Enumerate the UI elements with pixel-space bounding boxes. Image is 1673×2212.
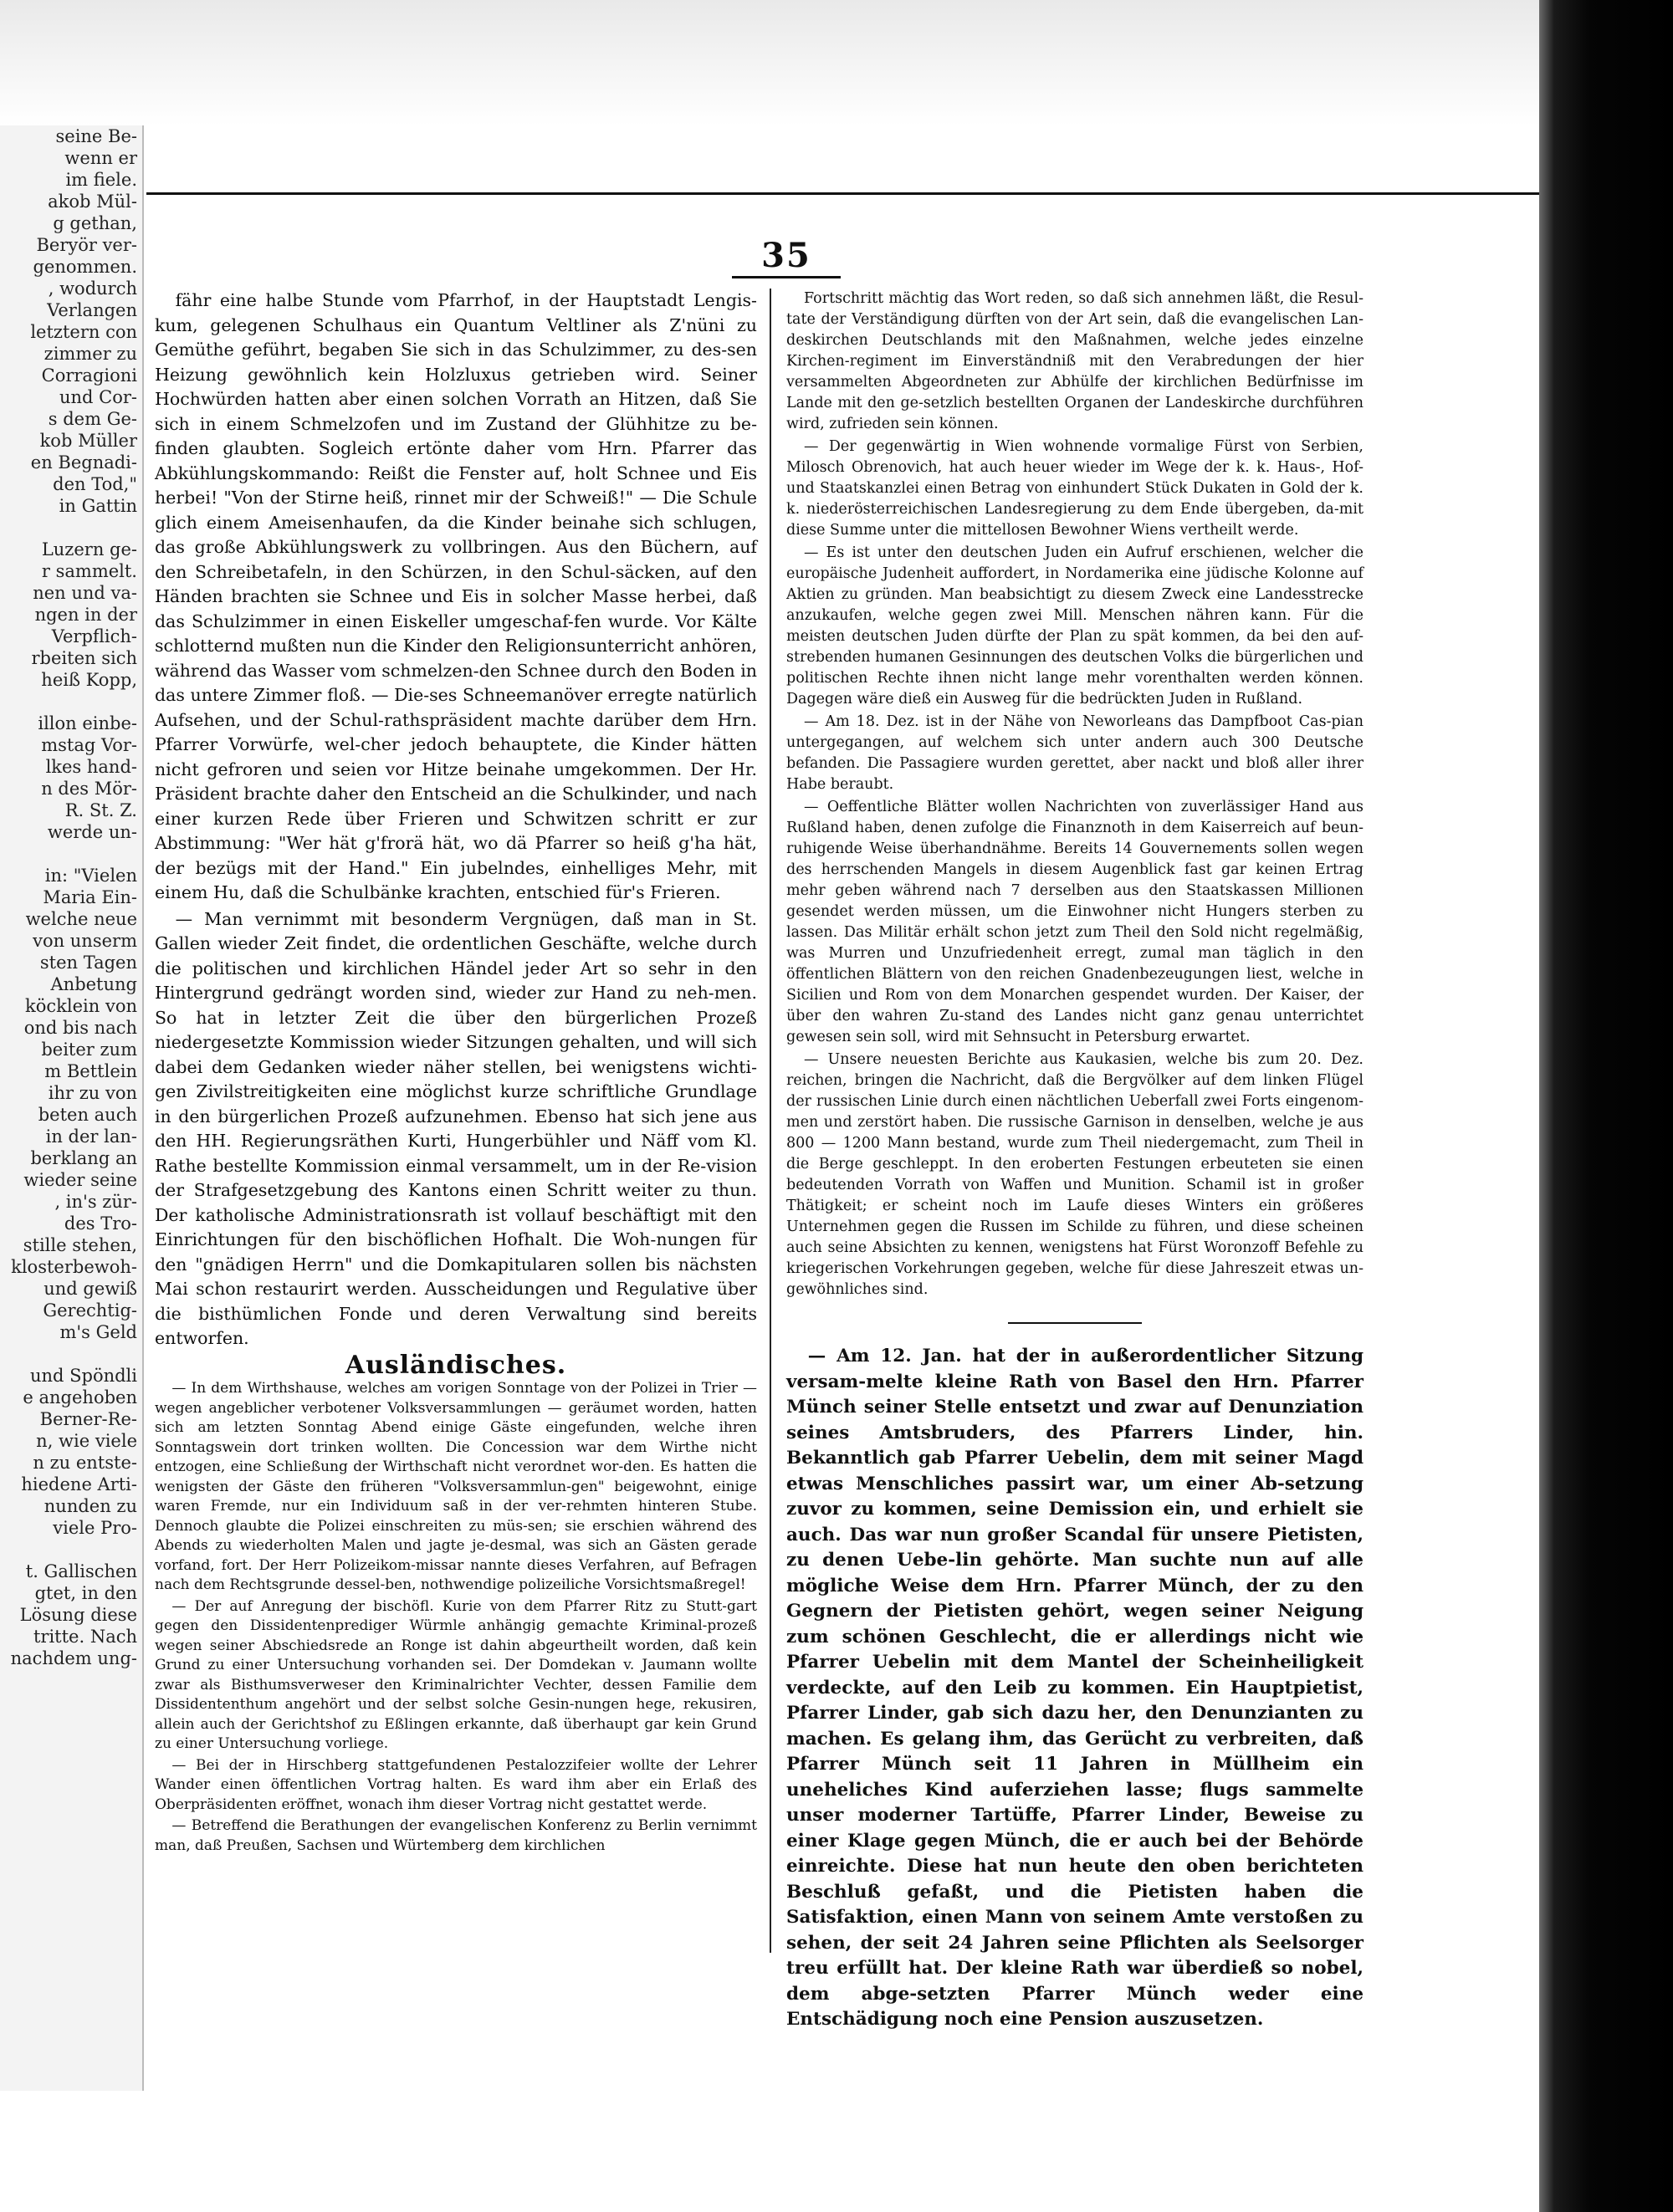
margin-fragment: viele Pro- [53,1518,137,1538]
margin-fragment: welche neue [25,909,137,929]
margin-fragment [0,517,142,539]
margin-fragment [0,1539,142,1561]
margin-fragment: heiß Kopp, [41,670,137,690]
margin-fragment [0,691,142,713]
column-divider [770,289,771,1953]
margin-fragment: rbeiten sich [31,648,137,668]
margin-fragment: Lösung diese [19,1605,137,1625]
news-item: — Betreffend die Berathungen der evangelischen Konferenz zu Berlin vernimmt man, daß Preußen, Sachsen und Würtemberg dem kirchlichen [155,1817,757,1854]
right-column [786,289,1363,2035]
facing-page-fragment [0,125,144,2091]
news-item: — Der gegenwärtig in Wien wohnende vormalige Fürst von Serbien, Milosch Obrenovich, hat auch heuer wieder im Wege der k. k. Haus-, Hof- und Staatskanzlei einen Betrag von einhundert Stück Dukaten in Gold der k. k. niederösterreichischen Landesregierung zu dem Ende übergeben, da-mit diese Summe unter die mittellosen Bewohner Wiens vertheilt werde. [786,438,1363,539]
margin-fragment: n, wie viele [36,1431,137,1451]
margin-fragment: Gerechtig- [43,1300,137,1321]
margin-fragment: zimmer zu [43,344,137,364]
margin-fragment: im fiele. [65,170,137,190]
margin-fragment: nunden zu [43,1496,137,1516]
closing-article: — Am 12. Jan. hat der in außerordentlicher Sitzung versam-melte kleine Rath von Basel den Hrn. Pfarrer Münch seiner Stelle entsetzt und zwar auf Denunziation seines Amtsbruders, des Pfarrers Linder, hin. Bekanntlich gab Pfarrer Uebelin, dem mit seiner Magd etwas Menschliches passirt war, um einer Ab-setzung zuvor zu kommen, seine Demission ein, und erhielt sie auch. Das war nun großer Scandal für unsere Pietisten, zu denen Uebe-lin gehörte. Man suchte nun auf alle mögliche Weise dem Hrn. Pfarrer Münch, der zu den Gegnern der Pietisten gehört, wegen seiner Neigung zum schönen Geschlecht, die er allerdings nicht wie Pfarrer Uebelin mit dem Mantel der Scheinheiligkeit verdeckte, auf den Leib zu kommen. Ein Hauptpietist, Pfarrer Linder, gab sich dazu her, den Denunzianten zu machen. Es gelang ihm, das Gerücht zu verbreiten, daß Pfarrer Münch seit 11 Jahren in Müllheim ein uneheliches Kind auferziehen lasse; flugs sammelte unser moderner Tartüffe, Pfarrer Linder, Beweise zu einer Klage gegen Münch, die er auch bei der Behörde einreichte. Diese hat nun heute den oben berichteten Beschluß gefaßt, und die Pietisten haben die Satisfaktion, einen Mann von seinem Amte verstoßen zu sehen, der seit 24 Jahren seine Pflichten als Seelsorger treu erfüllt hat. Der kleine Rath war überdieß so nobel, dem abge-setzten Pfarrer Münch weder eine Entschädigung noch eine Pension auszusetzen. [786,1346,1363,2030]
margin-fragment: gtet, in den [34,1583,137,1603]
margin-fragment: tritte. Nach [33,1627,137,1647]
margin-fragment: letztern con [30,322,137,342]
scan-border-right [1539,0,1673,2212]
margin-fragment: en Begnadi- [30,452,137,473]
margin-fragment: Anbetung [50,974,137,994]
margin-fragment: Berner-Re- [39,1409,137,1429]
margin-fragment: Verlangen [47,300,137,320]
margin-fragment: Maria Ein- [43,887,137,907]
margin-fragment: in Gattin [59,496,137,516]
news-item: — Der auf Anregung der bischöfl. Kurie von dem Pfarrer Ritz zu Stutt-gart gegen den Dissidentenprediger Würmle anhängig gemachte Kriminal-prozeß wegen seiner Abschiedsrede an Ronge ist dahin abgeurtheilt worden, daß kein Grund zu einer Untersuchung vorhanden sei. Der Domdekan v. Jaumann wollte zwar als Bisthumsverweser den Kriminalrichter Vechter, dessen Familie dem Dissidententhum angehört und der selbst solche Gesin-nungen hege, rekusiren, allein auch der Gerichtshof zu Eßlingen erkannte, daß überhaupt gar kein Grund zu einer Untersuchung vorliege. [155,1597,757,1752]
margin-fragment: und Spöndli [29,1366,137,1386]
margin-fragment: n zu entste- [33,1453,137,1473]
article-paragraph: — Man vernimmt mit besonderm Vergnügen, daß man in St. Gallen wieder Zeit findet, die ordentlichen Geschäfte, welche durch die politischen und kirchlichen Händel jeder Art so sehr in den Hintergrund gedrängt worden sind, wieder zur Hand zu neh-men. So hat in letzter Zeit die über den bürgerlichen Prozeß niedergesetzte Kommission wieder Sitzungen gehalten, und will sich dabei dem Gedanken wieder näher stellen, bei wenigstens wichti-gen Zivilstreitigkeiten eine möglichst kurze schriftliche Grundlage in den bürgerlichen Prozeß aufzunehmen. Ebenso hat sich jene aus den HH. Regierungsräthen Kurti, Hungerbühler und Näff vom Kl. Rathe bestellte Kommission einmal versammelt, um in der Re-vision der Strafgesetzgebung des Kantons einen Schritt weiter zu thun. Der katholische Administrationsrath ist vollauf beschäftigt mit den Einrichtungen für den bischöflichen Hofhalt. Die Woh-nungen für den "gnädigen Herrn" und die Domkapitularen sollen bis nächsten Mai schon restaurirt werden. Ausscheidungen und Regulative über die bisthümlichen Fonde und deren Verwaltung sind bereits entworfen. [155,908,757,1348]
margin-fragment: m Bettlein [44,1061,137,1081]
margin-fragment: Beryör ver- [36,235,137,255]
margin-fragment: akob Mül- [48,192,137,212]
margin-fragment: R. St. Z. [64,800,137,820]
scan-shadow-top [0,0,1673,125]
news-item: Fortschritt mächtig das Wort reden, so daß sich annehmen läßt, die Resul-tate der Verständigung dürften von der Art sein, daß die evangelischen Lan-deskirchen Deutschlands mit den Maßnahmen, welche jedes einzelne Kirchen-regiment im Einverständniß mit den Verabredungen der hier versammelten Abgeordneten zur Abhülfe der kirchlichen Bedürfnisse im Lande mit den ge-setzlich bestellten Organen der Landeskirche durchführen wird, zufrieden sein können. [786,290,1363,432]
margin-fragment: seine Be- [55,126,137,146]
margin-fragment: , in's zür- [54,1192,137,1212]
margin-fragment: nen und va- [33,583,137,603]
margin-fragment: n des Mör- [41,779,137,799]
margin-fragment: klosterbewoh- [11,1257,137,1277]
margin-fragment: in: "Vielen [44,866,137,886]
margin-fragment: in der lan- [45,1126,137,1147]
margin-fragment: ngen in der [34,605,137,625]
margin-fragment: Verpflich- [51,626,137,646]
news-item: — In dem Wirthshause, welches am vorigen Sonntage von der Polizei in Trier — wegen angeblicher verbotener Volksversammlungen — geräumet worden, hatten sich am letzten Sonntag Abend einige Gäste eingefunden, welche ihren Sonntagswein dort trinken wollten. Die Concession war dem Wirthe nicht entzogen, eine Schließung der Wirthschaft nicht verordnet wor-den. Es hatten die wenigsten der Gäste den früheren "Volksversammlun-gen" beigewohnt, einige waren Fremde, nur ein Individuum saß in der ver-rehmten hinteren Stube. Dennoch glaubte die Polizei einschreiten zu müs-sen; sie erschien während des Abends zu wiederholten Malen und jagte je-desmal, was sich an Gästen gerade vorfand, fort. Der Herr Polizeikom-missar nannte dieses Verfahren, auf Befragen nach dem Rechtsgrunde dessel-ben, nothwendige polizeiliche Vorsichtsmaßregel! [155,1380,757,1593]
margin-fragment: lkes hand- [45,757,137,777]
margin-fragment: köcklein von [25,996,137,1016]
margin-fragment: Corragioni [41,365,137,386]
article-paragraph: fähr eine halbe Stunde vom Pfarrhof, in der Hauptstadt Lengis-kum, gelegenen Schulhaus ein Quantum Veltliner als Z'nüni zu Gemüthe geführt, begaben Sie sich in das Schulzimmer, zu des-sen Heizung gewöhnlich kein Holzluxus getrieben wird. Seiner Hochwürden hatten aber einen solchen Vorrath an Hitzen, daß Sie sich in einem Schmelzofen und im Zustand der Glühhitze zu be-finden glaubten. Sogleich ertönte daher vom Hrn. Pfarrer das Abkühlungskommando: Reißt die Fenster auf, holt Schnee und Eis herbei! "Von der Stirne heiß, rinnet mir der Schweiß!" — Die Schule glich einem Ameisenhaufen, da die Kinder beinahe sich schlugen, das große Abkühlungswerk zu vollbringen. Aus den Büchern, auf den Schreibetafeln, in den Schürzen, in den Schul-säcken, auf den Händen brachten sie Schnee und Eis in solcher Masse herbei, daß das Schulzimmer in einen Eiskeller umgeschaf-fen wurde. Vor Kälte schlotternd mußten nun die Kinder den Religionsunterricht anhören, während das Wasser vom schmelzen-den Schnee durch den Boden in das untere Zimmer floß. — Die-ses Schneemanöver erregte natürlich Aufsehen, und der Schul-rathspräsident machte darüber dem Hrn. Pfarrer Vorwürfe, wel-cher jedoch behauptete, die Kinder hätten nicht gefroren und seien vor Hitze beinahe umgekommen. Der Hr. Präsident brachte daher den Entscheid an die Schulkinder, und nach einer kurzen Rede über Frieren und Schwitzen schritt er zur Abstimmung: "Wer hät g'frorä hät, wo dä Pfarrer so heiß g'ha hät, der bezügs mit der Hand." Ein jubelndes, einhelliges Mehr, mit einem Hu, daß die Schulbänke krachten, entschied für's Frieren. [155,290,757,902]
margin-fragment: ond bis nach [23,1018,137,1038]
section-rule [1008,1322,1142,1324]
news-item: — Am 18. Dez. ist in der Nähe von Neworleans das Dampfboot Cas-pian untergegangen, auf welchem sich unter andern auch 300 Deutsche befanden. Die Passagiere wurden gerettet, aber nackt und bloß aller ihrer Habe beraubt. [786,713,1363,793]
margin-fragment: illon einbe- [38,713,137,733]
margin-fragment: mstag Vor- [41,735,137,755]
margin-fragment: Luzern ge- [41,539,137,559]
margin-fragment: von unserm [33,931,137,951]
margin-fragment: stille stehen, [23,1235,137,1255]
margin-fragment: hiedene Arti- [21,1474,137,1494]
margin-fragment: und Cor- [59,387,137,407]
margin-fragment: wenn er [64,148,137,168]
margin-fragment: sten Tagen [39,953,137,973]
margin-fragment: s dem Ge- [48,409,137,429]
margin-fragment: ihr zu von [48,1083,137,1103]
margin-fragment: beten auch [38,1105,137,1125]
news-item: — Es ist unter den deutschen Juden ein Aufruf erschienen, welcher die europäische Judenheit auffordert, in Nordamerika eine jüdische Kolonne auf Aktien zu gründen. Man beabsichtigt zu diesem Zweck eine Landesstrecke anzukaufen, welche gegen zwei Mill. Menschen nähren kann. Für die meisten deutschen Juden dürfte der Plan zu spät kommen, da bei den auf-strebenden humanen Gesinnungen des deutschen Volks die bürgerlichen und politischen Rechte ihnen nicht lange mehr vorenthalten werden können. Dagegen wäre dieß ein Ausweg für die bedrückten Juden in Rußland. [786,544,1363,708]
margin-fragment: und gewiß [43,1279,137,1299]
margin-fragment: genommen. [33,257,137,277]
margin-fragment: den Tod," [53,474,137,494]
margin-fragment: g gethan, [53,213,137,233]
margin-fragment: wieder seine [23,1170,137,1190]
margin-fragment: des Tro- [64,1213,137,1234]
margin-fragment: t. Gallischen [25,1561,137,1581]
section-heading: Ausländisches. [345,1350,567,1380]
news-item: — Unsere neuesten Berichte aus Kaukasien, welche bis zum 20. Dez. reichen, bringen die Nachricht, daß die Bergvölker auf dem linken Flügel der russischen Linie durch einen nächtlichen Ueberfall zwei Forts eingenom-men und zerstört haben. Die russische Garnison in denselben, welche je aus 800 — 1200 Mann bestand, wurde zum Theil niedergemacht, zum Theil in die Berge geschleppt. In den eroberten Festungen erbeuteten sie einen bedeutenden Vorrath von Waffen und Munition. Schamil ist in großer Thätigkeit; er scheint noch im Laufe dieses Winters ein größeres Unternehmen gegen die Russen im Schilde zu führen, und diese scheinen auch seine Absichten zu kennen, wenigstens hat Fürst Woronzoff Befehle zu kriegerischen Vorkehrungen gegeben, welche für diese Jahreszeit etwas un-gewöhnliches sind. [786,1051,1363,1298]
margin-fragment: werde un- [47,822,137,842]
news-item: — Bei der in Hirschberg stattgefundenen Pestalozzifeier wollte der Lehrer Wander einen öffentlichen Vortrag halten. Es ward ihm aber ein Erlaß des Oberpräsidenten eröffnet, wonach ihm dieser Vortrag nicht gestattet werde. [155,1756,757,1813]
margin-fragment: , wodurch [48,278,137,299]
margin-fragment: beiter zum [41,1040,137,1060]
margin-fragment: r sammelt. [41,561,137,581]
margin-fragment [0,1343,142,1365]
margin-fragment: kob Müller [39,431,137,451]
page-number: 35 [732,236,841,278]
news-item: — Oeffentliche Blätter wollen Nachrichten von zuverlässiger Hand aus Rußland haben, denen zufolge die Finanznoth in dem Kaiserreich auf beun-ruhigende Weise überhandnähme. Bereits 14 Gouvernements sollen wegen des herrschenden Mangels in diesem Augenblick fast gar keinen Ertrag mehr geben während nach 7 derselben aus den Staatskassen Millionen gesendet werden müssen, um die Einwohner nicht Hungers sterben zu lassen. Das Militär erhält schon jetzt zum Theil den Sold nicht regelmäßig, was Murren und Unzufriedenheit erregt, zumal man täglich in den öffentlichen Blättern von den reichen Gnadenbezeugungen liest, welche in Sicilien und Rom von dem Monarchen gespendet wurden. Der Kaiser, der über den wahren Zu-stand des Landes nicht ganz genau unterrichtet gewesen sein soll, wird mit Sehnsucht in Petersburg erwartet. [786,799,1363,1045]
margin-fragment: m's Geld [59,1322,137,1342]
left-column [155,289,757,1857]
margin-fragment: berklang an [30,1148,137,1168]
margin-fragment: e angehoben [23,1387,137,1407]
margin-fragment: nachdem ung- [10,1648,137,1668]
margin-fragment [0,843,142,865]
